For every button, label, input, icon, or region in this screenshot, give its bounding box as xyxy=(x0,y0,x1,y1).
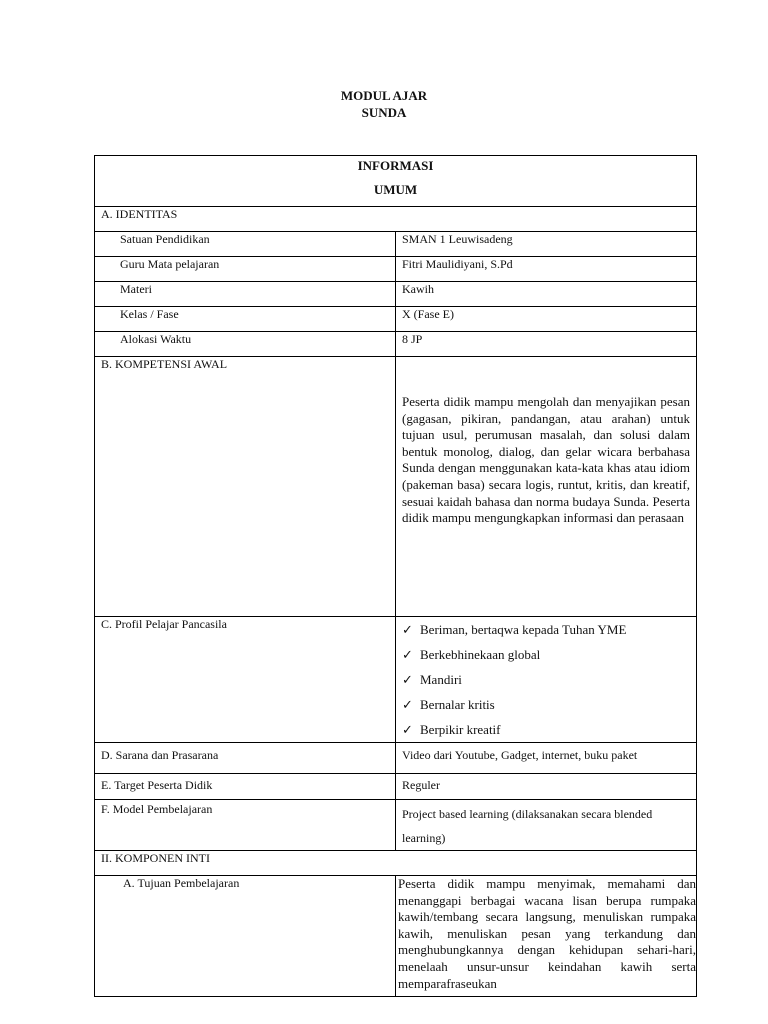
checkmark-icon: ✓ xyxy=(402,622,413,637)
row-value: 8 JP xyxy=(396,332,697,357)
list-item xyxy=(402,667,690,692)
table-row xyxy=(95,257,697,282)
profil-item-label: Beriman, bertaqwa kepada Tuhan YME xyxy=(420,622,627,637)
section-komponen-inti: II. KOMPONEN INTI xyxy=(95,851,697,876)
row-label: Satuan Pendidikan xyxy=(95,232,396,257)
section-kompetensi-awal: B. KOMPETENSI AWAL xyxy=(95,357,396,617)
header-line2: UMUM xyxy=(373,182,418,197)
checkmark-icon: ✓ xyxy=(402,697,413,712)
row-value: SMAN 1 Leuwisadeng xyxy=(396,232,697,257)
profil-cell xyxy=(396,617,697,743)
table-row xyxy=(95,282,697,307)
tujuan-cell xyxy=(396,876,697,997)
profil-item-label: Bernalar kritis xyxy=(420,697,495,712)
table-row xyxy=(95,800,697,851)
list-item xyxy=(402,717,690,742)
row-value: X (Fase E) xyxy=(396,307,697,332)
table-header xyxy=(95,156,697,207)
table-row xyxy=(95,876,697,997)
table-row xyxy=(95,851,697,876)
target-value: Reguler xyxy=(396,774,697,800)
tujuan-label: A. Tujuan Pembelajaran xyxy=(95,876,396,997)
document-title: MODUL AJAR xyxy=(340,88,428,103)
kompetensi-awal-text: Peserta didik mampu mengolah dan menyajikan pesan (gagasan, pikiran, pandangan, atau arahan) untuk tujuan usul, perumusan masalah, dan solusi dalam bentuk monolog, dialog, dan gelar wicara berbahasa Sunda dengan menggunakan kata-kata khas atau idiom (pakeman basa) secara logis, runtut, kritis, dan kreatif, sesuai kaidah bahasa dan norma budaya Sunda. Peserta didik mampu mengungkapkan informasi dan perasaan xyxy=(402,394,690,526)
table-row xyxy=(95,307,697,332)
model-value: Project based learning (dilaksanakan secara blended learning) xyxy=(396,800,697,851)
table-row xyxy=(95,774,697,800)
tujuan-text: Peserta didik mampu menyimak, memahami dan menanggapi berbagai wacana lisan berupa rumpaka kawih/tembang secara langsung, menuliskan rumpaka kawih, menuliskan pesan yang terkandung dan menghubungkannya dengan kehidupan sehari-hari, menelaah unsur-unsur keindahan kawih serta memparafraseukan xyxy=(398,876,696,991)
info-table xyxy=(94,155,697,997)
section-target: E. Target Peserta Didik xyxy=(95,774,396,800)
row-value: Fitri Maulidiyani, S.Pd xyxy=(396,257,697,282)
row-value: Kawih xyxy=(396,282,697,307)
list-item xyxy=(402,617,690,642)
section-profil-pelajar: C. Profil Pelajar Pancasila xyxy=(95,617,396,743)
section-model: F. Model Pembelajaran xyxy=(95,800,396,851)
table-row xyxy=(95,743,697,774)
checkmark-icon: ✓ xyxy=(402,647,413,662)
list-item xyxy=(402,642,690,667)
header-line1: INFORMASI xyxy=(357,158,434,173)
profil-item-label: Mandiri xyxy=(420,672,462,687)
section-sarana: D. Sarana dan Prasarana xyxy=(95,743,396,774)
list-item xyxy=(402,692,690,717)
profil-item-label: Berkebhinekaan global xyxy=(420,647,541,662)
profil-item-label: Berpikir kreatif xyxy=(420,722,501,737)
row-label: Alokasi Waktu xyxy=(95,332,396,357)
table-row xyxy=(95,232,697,257)
kompetensi-awal-cell xyxy=(396,357,697,617)
section-identitas: A. IDENTITAS xyxy=(95,207,697,232)
table-row xyxy=(95,332,697,357)
table-row xyxy=(95,617,697,743)
row-label: Materi xyxy=(95,282,396,307)
checkmark-icon: ✓ xyxy=(402,722,413,737)
row-label: Guru Mata pelajaran xyxy=(95,257,396,282)
profil-list xyxy=(402,617,690,742)
sarana-value: Video dari Youtube, Gadget, internet, buku paket xyxy=(396,743,697,774)
table-row xyxy=(95,357,697,617)
checkmark-icon: ✓ xyxy=(402,672,413,687)
document-subtitle: SUNDA xyxy=(361,105,407,120)
row-label: Kelas / Fase xyxy=(95,307,396,332)
